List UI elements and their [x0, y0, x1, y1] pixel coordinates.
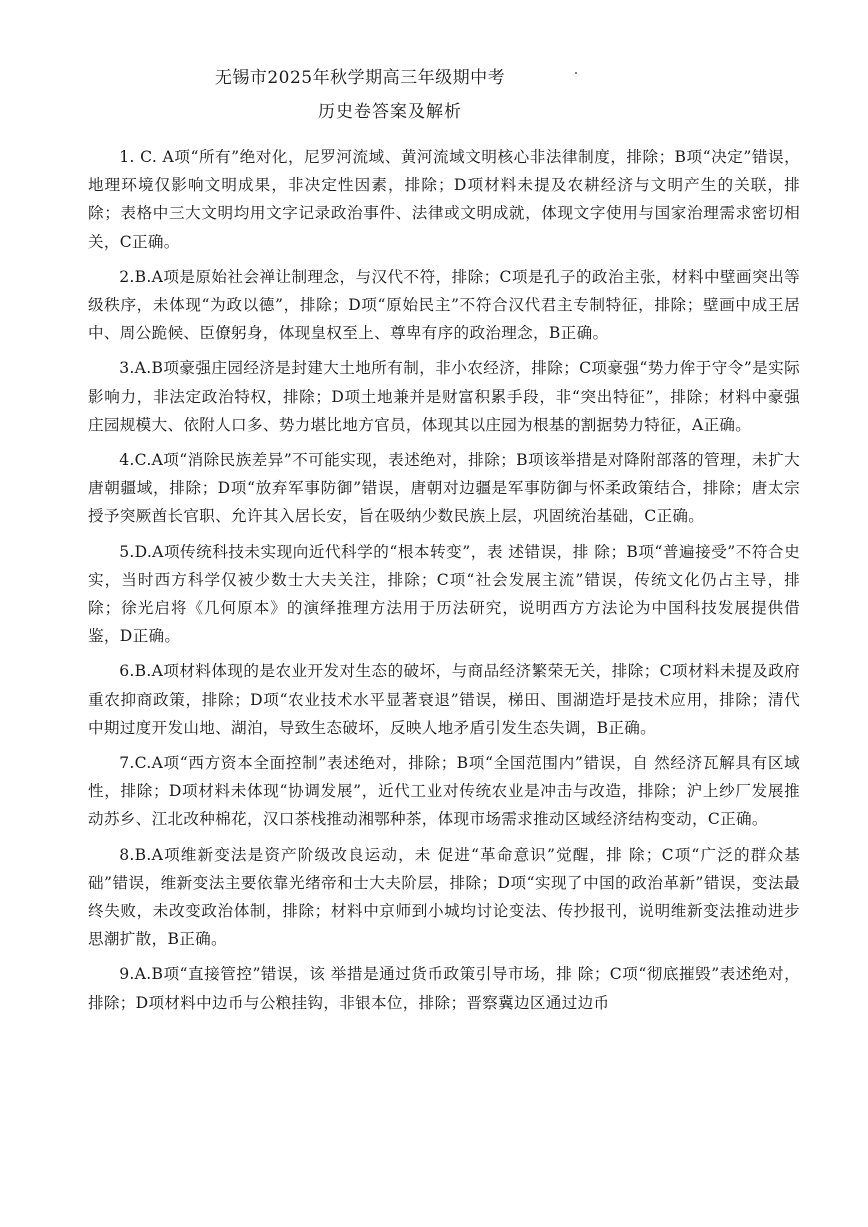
document-title: 无锡市2025年秋学期高三年级期中考 — [214, 68, 506, 88]
answer-8: 8.B.A项维新变法是资产阶级改良运动，未 促进“革命意识”觉醒，排 除；C项“广泛的群众基础”错误，维新变法主要依靠光绪帝和士大夫阶层，排除；D项“实现了中国的政治革新”错误，变法最终失败，未改变政治体制，排除；材料中京师到小城均讨论变法、传抄报刊，说明维新变法推动进步思潮扩散，B正确。 — [88, 845, 800, 949]
answer-4: 4.C.A项“消除民族差异”不可能实现，表述绝对，排除；B项该举措是对降附部落的管理，未扩大唐朝疆域，排除；D项“放弃军事防御”错误，唐朝对边疆是军事防御与怀柔政策结合，排除；唐太宗授予突厥酋长官职、允许其入居长安，旨在吸纳少数民族上层，巩固统治基础，C正确。 — [88, 451, 800, 526]
answer-9: 9.A.B项“直接管控”错误，该 举措是通过货币政策引导市场，排 除；C项“彻底摧毁”表述绝对，排除；D项材料中边币与公粮挂钩，非银本位，排除；晋察冀边区通过边币 — [88, 965, 800, 1012]
answer-5: 5.D.A项传统科技未实现向近代科学的“根本转变”，表 述错误，排 除；B项“普遍接受”不符合史实，当时西方科学仅被少数士大夫关注，排除；C项“社会发展主流”错误，传统文化仍占主导，排除；徐光启将《几何原本》的演绎推理方法用于历法研究，说明西方方法论为中国科技发展提供借鉴，D正确。 — [88, 542, 800, 646]
document-subtitle: 历史卷答案及解析 — [318, 102, 462, 122]
answer-6: 6.B.A项材料体现的是农业开发对生态的破坏，与商品经济繁荣无关，排除；C项材料未提及政府重农抑商政策，排除；D项“农业技术水平显著衰退”错误，梯田、围湖造圩是技术应用，排除；清代中期过度开发山地、湖泊，导致生态破坏，反映人地矛盾引发生态失调，B正确。 — [88, 662, 800, 737]
scan-speck — [575, 72, 577, 74]
answer-2: 2.B.A项是原始社会禅让制理念，与汉代不符，排除；C项是孔子的政治主张，材料中壁画突出等级秩序，未体现“为政以德”，排除；D项“原始民主”不符合汉代君主专制特征，排除；壁画中成王居中、周公跪候、臣僚躬身，体现皇权至上、尊卑有序的政治理念，B正确。 — [88, 267, 800, 343]
answer-list — [88, 143, 800, 1024]
answer-7: 7.C.A项“西方资本全面控制”表述绝对，排除；B项“全国范围内”错误，自 然经济瓦解具有区域性，排除；D项材料未体现“协调发展”，近代工业对传统农业是冲击与改造，排除；沪上纱厂发展推动苏乡、江北改种棉花，汉口茶栈推动湘鄂种茶，体现市场需求推动区域经济结构变动，C正确。 — [88, 754, 800, 829]
answer-1: 1. C. A项“所有”绝对化，尼罗河流域、黄河流域文明核心非法律制度，排除；B项“决定”错误，地理环境仅影响文明成果，非决定性因素，排除；D项材料未提及农耕经济与文明产生的关联，排除；表格中三大文明均用文字记录政治事件、法律或文明成就，体现文字使用与国家治理需求密切相关，C正确。 — [88, 148, 800, 251]
answer-3: 3.A.B项豪强庄园经济是封建大土地所有制，非小农经济，排除；C项豪强“势力侔于守令”是实际影响力，非法定政治特权，排除；D项土地兼并是财富积累手段，非“突出特征”，排除；材料中豪强庄园规模大、依附人口多、势力堪比地方官员，体现其以庄园为根基的割据势力特征，A正确。 — [88, 359, 800, 434]
